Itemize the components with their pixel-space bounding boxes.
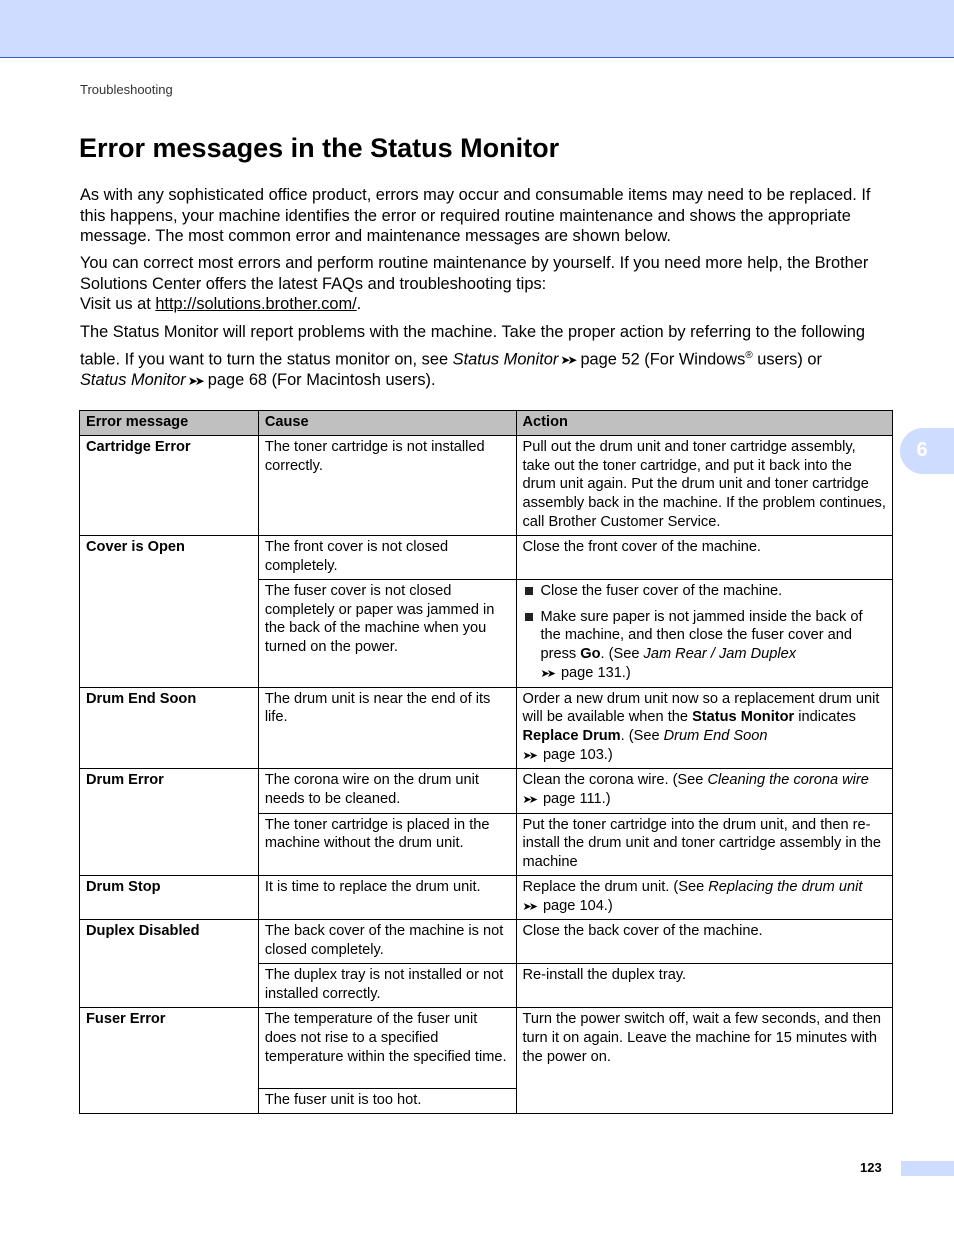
intro-paragraph: As with any sophisticated office product, errors may occur and consumable items may need to be replaced. If this happens, your machine identifies the error or required routine maintenance and shows the appropriate message. The most common error and maintenance messages are shown below. bbox=[80, 186, 871, 245]
action-text-a: Order a new drum unit now so a replacement drum unit will be available when the bbox=[522, 690, 880, 726]
status-monitor-ref-mac[interactable]: Status Monitor bbox=[80, 371, 186, 390]
page-ref: page 131.) bbox=[560, 664, 631, 681]
error-action: Put the toner cartridge into the drum unit, and then re-install the drum unit and toner cartridge assembly in the machine bbox=[516, 813, 893, 875]
status-monitor-paragraph bbox=[80, 322, 892, 392]
error-cause: The drum unit is near the end of its life. bbox=[258, 687, 516, 769]
error-action bbox=[516, 769, 893, 813]
p3-line1: The Status Monitor will report problems with the machine. Take the proper action by referring to the following bbox=[80, 323, 866, 341]
double-chevron-right-icon: ➤➤ bbox=[522, 794, 535, 807]
error-cause: The toner cartridge is not installed correctly. bbox=[258, 436, 516, 536]
error-name: Drum Stop bbox=[80, 875, 259, 919]
error-action: Pull out the drum unit and toner cartridge assembly, take out the toner cartridge, and put it back into the drum unit again. Put the drum unit and toner cartridge assembly back in the machine. If the problem continues, call Brother Customer Service. bbox=[516, 436, 893, 536]
action-bullet bbox=[523, 582, 887, 601]
error-cause: The fuser cover is not closed completely or paper was jammed in the back of the machine when you turned on the power. bbox=[258, 580, 516, 688]
header-error-message: Error message bbox=[80, 411, 259, 436]
replace-drum-label: Replace Drum bbox=[522, 727, 621, 744]
double-chevron-right-icon: ➤➤ bbox=[540, 667, 553, 680]
action-text-b: indicates bbox=[794, 709, 856, 726]
p3-text-d: users) or bbox=[752, 349, 822, 368]
bullet-text-a: Make sure paper is not jammed inside the back of the machine, and then close the fuser cover and press bbox=[540, 608, 863, 663]
p3-text-b: table. If you want to turn the status monitor on, see bbox=[80, 349, 453, 368]
error-action bbox=[516, 580, 893, 688]
solutions-link[interactable]: http://solutions.brother.com/ bbox=[155, 295, 357, 313]
breadcrumb: Troubleshooting bbox=[80, 82, 173, 97]
jam-rear-ref[interactable]: Jam Rear / Jam Duplex bbox=[643, 646, 797, 663]
p3-text-e: page 68 (For Macintosh users). bbox=[207, 371, 436, 390]
double-chevron-right-icon: ➤➤ bbox=[187, 374, 202, 389]
table-row bbox=[80, 436, 893, 536]
bullet-text bbox=[541, 608, 887, 684]
error-messages-table bbox=[79, 410, 893, 1114]
help-paragraph bbox=[80, 253, 892, 315]
page-ref: page 111.) bbox=[542, 791, 611, 808]
p3-text-c: page 52 (For Windows bbox=[580, 349, 746, 368]
error-action: Re-install the duplex tray. bbox=[516, 964, 893, 1008]
replacing-drum-ref[interactable]: Replacing the drum unit bbox=[708, 878, 863, 895]
chapter-number: 6 bbox=[916, 439, 928, 461]
error-name: Fuser Error bbox=[80, 1008, 259, 1114]
error-cause: The temperature of the fuser unit does not rise to a specified temperature within the specified time. bbox=[258, 1008, 516, 1089]
p3-line3 bbox=[80, 370, 892, 392]
error-name: Drum End Soon bbox=[80, 687, 259, 769]
double-chevron-right-icon: ➤➤ bbox=[522, 900, 535, 913]
status-monitor-label: Status Monitor bbox=[692, 709, 795, 726]
error-action: Close the front cover of the machine. bbox=[516, 536, 893, 580]
error-name: Drum Error bbox=[80, 769, 259, 876]
table-row bbox=[80, 875, 893, 919]
error-action bbox=[516, 875, 893, 919]
error-cause: The front cover is not closed completely. bbox=[258, 536, 516, 580]
header-band bbox=[0, 0, 954, 58]
visit-label: Visit us at bbox=[80, 295, 156, 313]
double-chevron-right-icon: ➤➤ bbox=[522, 749, 535, 762]
table-row bbox=[80, 536, 893, 580]
p3-line2 bbox=[80, 346, 892, 371]
error-name: Cartridge Error bbox=[80, 436, 259, 536]
error-cause: The toner cartridge is placed in the machine without the drum unit. bbox=[258, 813, 516, 875]
error-action: Close the back cover of the machine. bbox=[516, 920, 893, 964]
visit-end: . bbox=[356, 295, 362, 313]
table-row bbox=[80, 687, 893, 769]
page-ref: page 104.) bbox=[542, 897, 613, 914]
action-text-a: Replace the drum unit. (See bbox=[522, 878, 709, 895]
table-row bbox=[80, 920, 893, 964]
drum-end-soon-ref[interactable]: Drum End Soon bbox=[663, 727, 768, 744]
error-name: Duplex Disabled bbox=[80, 920, 259, 1008]
error-name: Cover is Open bbox=[80, 536, 259, 688]
double-chevron-right-icon: ➤➤ bbox=[560, 352, 575, 367]
help-text: You can correct most errors and perform routine maintenance by yourself. If you need more help, the Brother Solutions Center offers the latest FAQs and troubleshooting tips: bbox=[80, 254, 869, 293]
table-row bbox=[80, 1008, 893, 1089]
status-monitor-ref-windows[interactable]: Status Monitor bbox=[452, 349, 559, 368]
action-text-a: Clean the corona wire. (See bbox=[522, 772, 708, 789]
table-header-row bbox=[80, 411, 893, 436]
error-cause: The back cover of the machine is not closed completely. bbox=[258, 920, 516, 964]
header-action: Action bbox=[516, 411, 893, 436]
registered-mark: ® bbox=[745, 349, 753, 361]
bullet-text-b: . (See bbox=[600, 646, 644, 663]
error-cause: It is time to replace the drum unit. bbox=[258, 875, 516, 919]
error-action: Turn the power switch off, wait a few seconds, and then turn it on again. Leave the machine for 15 minutes with the power on. bbox=[516, 1008, 893, 1114]
go-key: Go bbox=[580, 646, 601, 663]
corona-wire-ref[interactable]: Cleaning the corona wire bbox=[707, 772, 869, 789]
action-bullet bbox=[523, 608, 887, 684]
error-action bbox=[516, 687, 893, 769]
page-title: Error messages in the Status Monitor bbox=[79, 133, 560, 163]
error-cause: The fuser unit is too hot. bbox=[258, 1089, 516, 1114]
table-row bbox=[80, 769, 893, 813]
page-number: 123 bbox=[860, 1160, 882, 1175]
bullet-text: Close the fuser cover of the machine. bbox=[540, 583, 783, 599]
action-text-c: . (See bbox=[620, 727, 664, 744]
page-ref: page 103.) bbox=[542, 746, 613, 763]
chapter-tab[interactable] bbox=[900, 428, 954, 474]
square-bullet-icon bbox=[525, 613, 533, 621]
footer-band bbox=[901, 1161, 954, 1176]
error-cause: The duplex tray is not installed or not installed correctly. bbox=[258, 964, 516, 1008]
header-cause: Cause bbox=[258, 411, 516, 436]
error-cause: The corona wire on the drum unit needs to be cleaned. bbox=[258, 769, 516, 813]
square-bullet-icon bbox=[525, 587, 533, 595]
